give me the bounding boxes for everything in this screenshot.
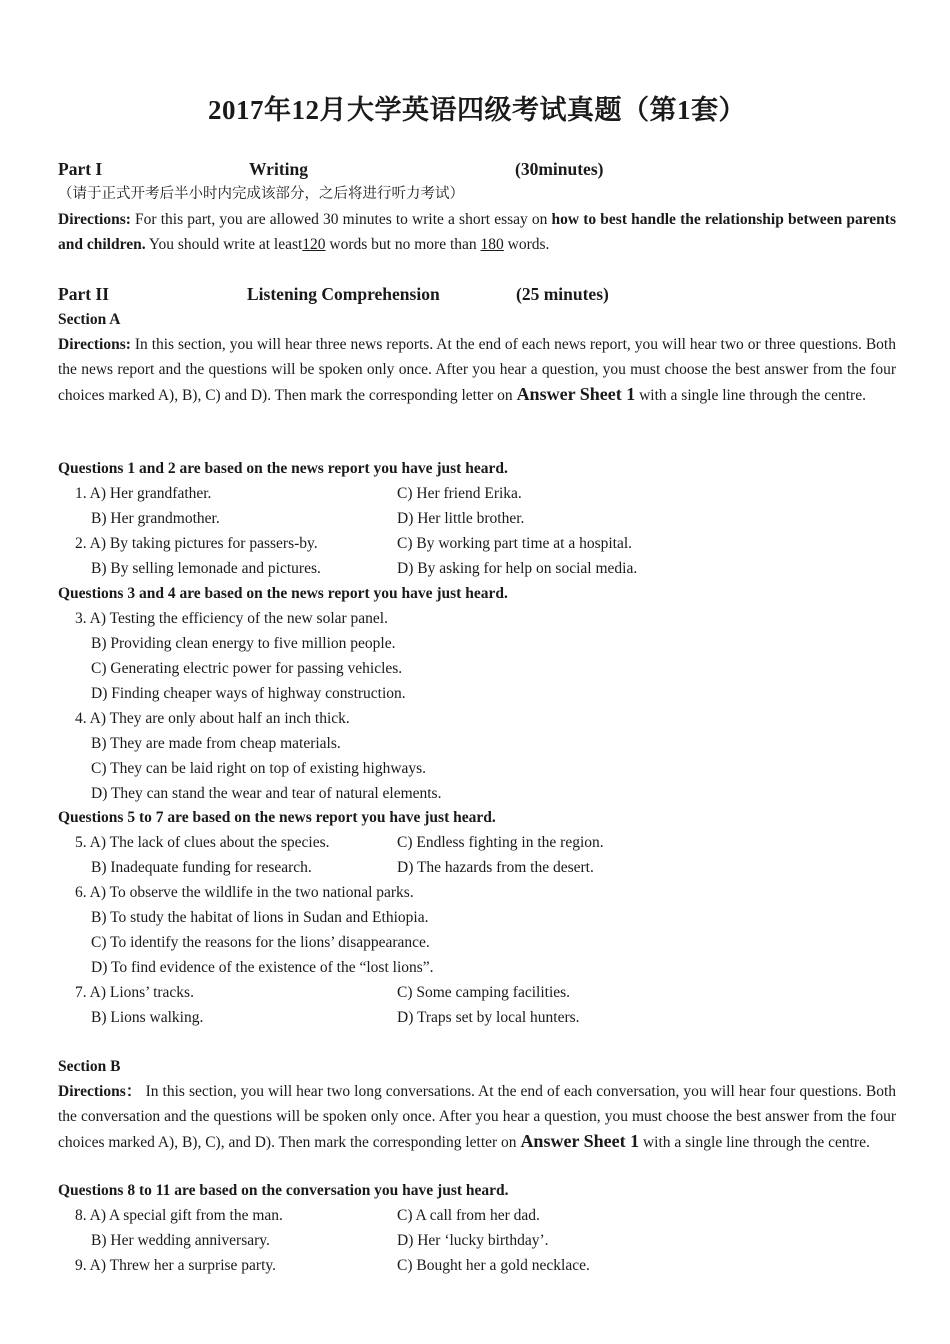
q7-option-b: B) Lions walking. <box>91 1009 204 1026</box>
part1-directions: Directions: For this part, you are allowed 30 minutes to write a short essay on how to best handle the relationship between parents and children. You should write at least120 words but no more than 180 words. <box>58 211 896 253</box>
part1-time: (30minutes) <box>515 159 604 179</box>
q2-option-d: D) By asking for help on social media. <box>397 560 638 577</box>
q5-option-c: C) Endless fighting in the region. <box>397 834 604 851</box>
q6-option-b: B) To study the habitat of lions in Sudan and Ethiopia. <box>91 909 429 926</box>
q1-option-d: D) Her little brother. <box>397 510 525 527</box>
part2-label: Part II <box>58 284 110 304</box>
section-b-title: Section B <box>58 1058 121 1075</box>
q6-option-d: D) To find evidence of the existence of the “lost lions”. <box>91 959 434 976</box>
q3-option-b: B) Providing clean energy to five million people. <box>91 635 396 652</box>
q3-option-a: 3. A) Testing the efficiency of the new solar panel. <box>75 610 388 627</box>
min-words: 120 <box>302 236 326 253</box>
q1-option-c: C) Her friend Erika. <box>397 485 522 502</box>
q8-option-a: 8. A) A special gift from the man. <box>75 1207 283 1224</box>
q5-option-d: D) The hazards from the desert. <box>397 859 594 876</box>
q1-option-b: B) Her grandmother. <box>91 510 220 527</box>
q7-option-a: 7. A) Lions’ tracks. <box>75 984 194 1001</box>
q4-option-c: C) They can be laid right on top of existing highways. <box>91 760 427 777</box>
part2-name: Listening Comprehension <box>247 284 440 304</box>
max-words: 180 <box>480 236 504 253</box>
q8-option-c: C) A call from her dad. <box>397 1207 540 1224</box>
essay-topic: how to best handle the relationship between parents and children. <box>58 211 896 253</box>
q4-option-b: B) They are made from cheap materials. <box>91 735 341 752</box>
part1-name: Writing <box>249 159 308 179</box>
q4-option-a: 4. A) They are only about half an inch thick. <box>75 710 350 727</box>
section-b-directions: Directions： In this section, you will hear two long conversations. At the end of each conversation, you will hear four questions. Both the conversation and the questions will be spoken only once. After you hear a question, you must choose the best answer from the four choices marked A), B), C), and D). Then mark the corresponding letter on Answer Sheet 1 with a single line through the centre. <box>58 1083 896 1151</box>
q8-option-d: D) Her ‘lucky birthday’. <box>397 1232 549 1249</box>
q2-option-b: B) By selling lemonade and pictures. <box>91 560 321 577</box>
q5-option-b: B) Inadequate funding for research. <box>91 859 312 876</box>
q5-option-a: 5. A) The lack of clues about the species. <box>75 834 330 851</box>
q8-option-b: B) Her wedding anniversary. <box>91 1232 270 1249</box>
part1-label: Part I <box>58 159 103 179</box>
q1-option-a: 1. A) Her grandfather. <box>75 485 212 502</box>
question-group-2: Questions 3 and 4 are based on the news report you have just heard. <box>58 585 508 602</box>
q2-option-c: C) By working part time at a hospital. <box>397 535 633 552</box>
q6-option-c: C) To identify the reasons for the lions’ disappearance. <box>91 934 430 951</box>
question-group-4: Questions 8 to 11 are based on the conversation you have just heard. <box>58 1182 509 1199</box>
part1-note: （请于正式开考后半小时内完成该部分，之后将进行听力考试） <box>58 186 464 202</box>
answer-sheet-label: Answer Sheet 1 <box>520 1131 640 1151</box>
q7-option-d: D) Traps set by local hunters. <box>397 1009 580 1026</box>
page-title: 2017年12月大学英语四级考试真题（第1套） <box>208 95 746 125</box>
question-group-3: Questions 5 to 7 are based on the news report you have just heard. <box>58 809 496 826</box>
q7-option-c: C) Some camping facilities. <box>397 984 571 1001</box>
q9-option-c: C) Bought her a gold necklace. <box>397 1257 590 1274</box>
q9-option-a: 9. A) Threw her a surprise party. <box>75 1257 277 1274</box>
q3-option-c: C) Generating electric power for passing vehicles. <box>91 660 403 677</box>
section-a-directions: Directions: In this section, you will hear three news reports. At the end of each news report, you will hear two or three questions. Both the news report and the questions will be spoken only once. After you hear a question, you must choose the best answer from the four choices marked A), B), C) and D). Then mark the corresponding letter on Answer Sheet 1 with a single line through the centre. <box>58 336 896 404</box>
section-a-title: Section A <box>58 311 121 328</box>
question-group-1: Questions 1 and 2 are based on the news report you have just heard. <box>58 460 508 477</box>
q3-option-d: D) Finding cheaper ways of highway construction. <box>91 685 406 702</box>
part2-time: (25 minutes) <box>516 284 609 304</box>
q6-option-a: 6. A) To observe the wildlife in the two national parks. <box>75 884 414 901</box>
q2-option-a: 2. A) By taking pictures for passers-by. <box>75 535 318 552</box>
answer-sheet-label: Answer Sheet 1 <box>516 384 636 404</box>
q4-option-d: D) They can stand the wear and tear of natural elements. <box>91 785 442 802</box>
